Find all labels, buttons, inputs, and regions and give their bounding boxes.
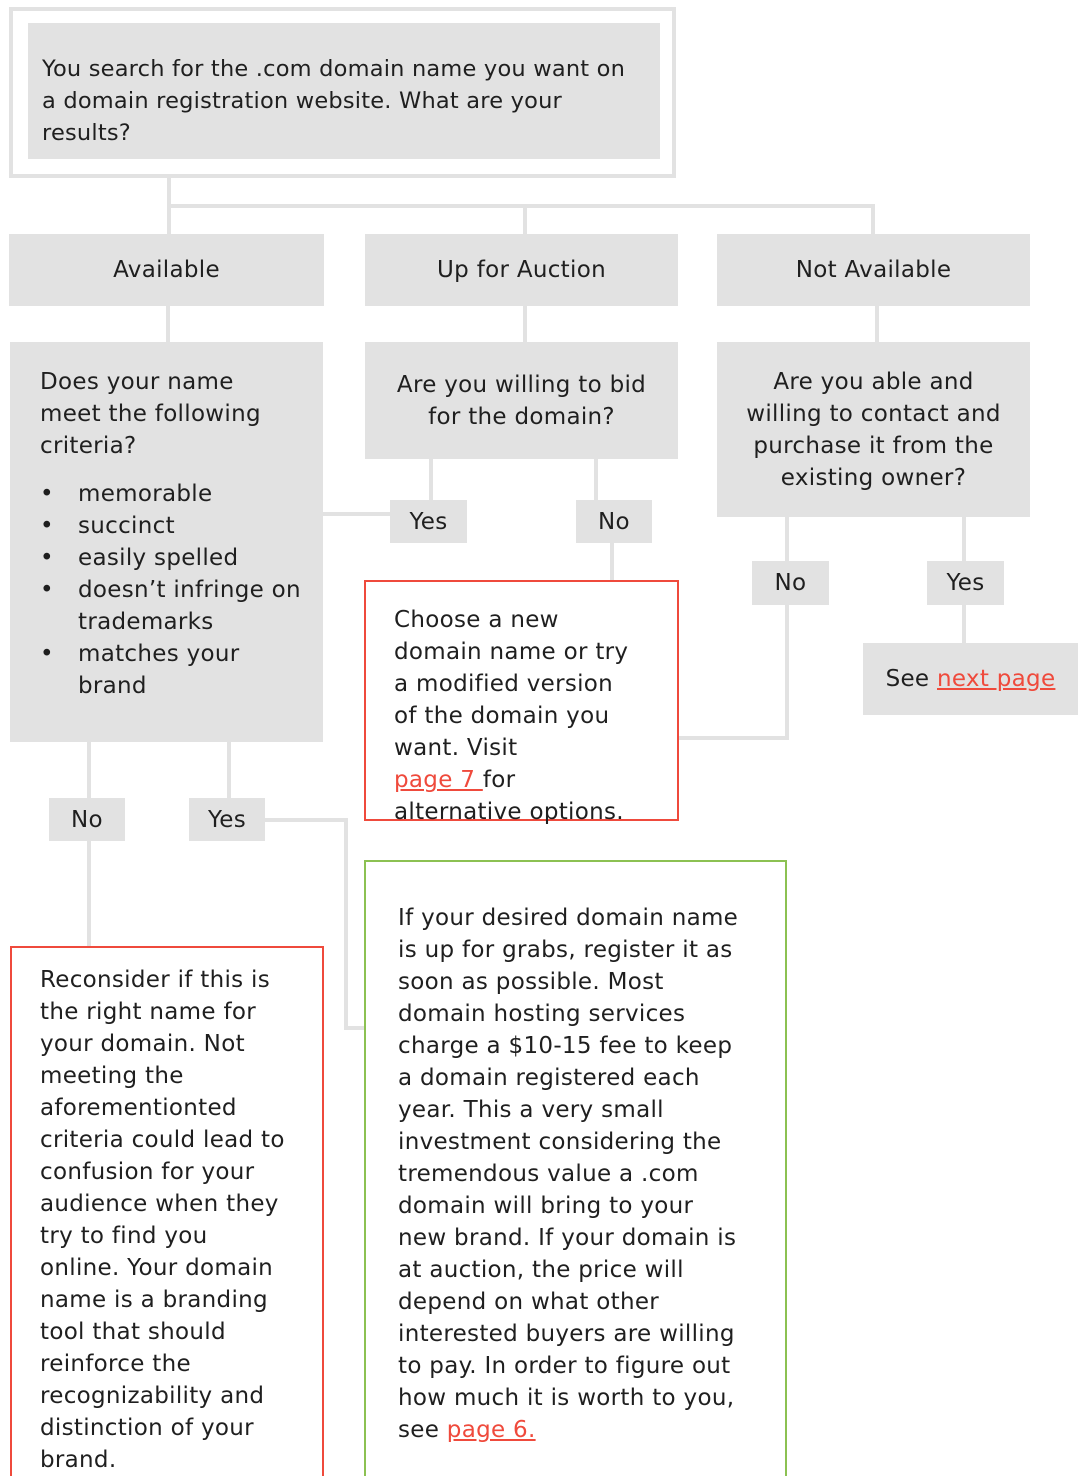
list-item: • easily spelled <box>78 542 307 574</box>
connector-yes-to-register <box>344 1026 366 1030</box>
connector-no-reconsider <box>87 840 91 948</box>
register-box <box>364 860 787 1476</box>
contact-yes-label: Yes <box>927 561 1004 605</box>
connector-no2-to-choose <box>678 736 789 740</box>
bid-yes-label: Yes <box>390 500 467 543</box>
connector-yes-down <box>344 818 348 1030</box>
list-item: • succinct <box>78 510 307 542</box>
result-up-for-auction: Up for Auction <box>365 234 678 306</box>
criteria-yes-label: Yes <box>189 798 265 841</box>
connector-criteria-yes <box>227 742 231 800</box>
connector-bid-no <box>594 458 598 502</box>
list-item: • matches your brand <box>78 638 307 702</box>
bid-question-box <box>365 342 678 459</box>
connector-top-horizontal <box>167 204 875 208</box>
choose-new-text: Choose a new domain name or try a modified version of the domain you want. Visit page 7 for alternative options. <box>394 607 629 825</box>
connector-contact-no <box>785 516 789 562</box>
list-item: • doesn’t infringe on trademarks <box>78 574 307 638</box>
result-not-available: Not Available <box>717 234 1030 306</box>
connector-to-available <box>167 204 171 236</box>
connector-contact-yes <box>962 516 966 562</box>
list-item: • memorable <box>78 478 307 510</box>
bid-no-label: No <box>576 500 652 543</box>
choose-new-box <box>364 580 679 825</box>
see-label: See <box>885 666 937 692</box>
criteria-box <box>10 342 323 742</box>
criteria-list <box>40 478 307 702</box>
see-next-page-box <box>863 643 1078 715</box>
reconsider-text: Reconsider if this is the right name for your domain. Not meeting the aforementionted criteria could lead to confusion for your audience when they try to find you online. Your domain name is a branding tool that should reinforce the recognizability and distinction of your brand. <box>40 967 285 1473</box>
criteria-question: Does your name meet the following criteria? <box>40 369 261 459</box>
connector-yes-right <box>264 818 348 822</box>
question-box <box>28 23 660 159</box>
connector-yes2-seepage <box>962 604 966 644</box>
connector-notavail-contact <box>875 306 879 344</box>
register-text: If your desired domain name is up for grabs, register it as soon as possible. Most domain hosting services charge a $10-15 fee to keep a domain registered each year. This a very small investment considering the tremendous value a .com domain will bring to your new brand. If your domain is at auction, the price will depend on what other interested buyers are willing to pay. In order to figure out how much it is worth to you, see page 6. <box>398 905 739 1443</box>
question-text: You search for the .com domain name you want on a domain registration website. What are your results? <box>42 56 626 146</box>
connector-criteria-to-yes <box>322 512 392 516</box>
bid-question-text: Are you willing to bid for the domain? <box>396 371 647 430</box>
page-7-link[interactable]: page 7 <box>394 767 483 793</box>
connector-no2-down <box>785 604 789 740</box>
connector-bid-yes <box>429 458 433 502</box>
criteria-no-label: No <box>49 798 125 841</box>
contact-question-text: Are you able and willing to contact and purchase it from the existing owner? <box>746 368 1001 491</box>
contact-question-box <box>717 342 1030 517</box>
connector-to-not-available <box>871 204 875 236</box>
connector-to-auction <box>523 204 527 236</box>
connector-auction-bid <box>523 306 527 344</box>
connector-no-choose <box>610 542 614 582</box>
result-available: Available <box>9 234 324 306</box>
next-page-link[interactable]: next page <box>937 666 1056 692</box>
contact-no-label: No <box>752 561 829 605</box>
connector-question-down <box>167 176 171 206</box>
reconsider-box <box>10 946 324 1476</box>
connector-available-criteria <box>166 306 170 344</box>
connector-criteria-no <box>87 742 91 800</box>
page-6-link[interactable]: page 6. <box>446 1417 536 1443</box>
